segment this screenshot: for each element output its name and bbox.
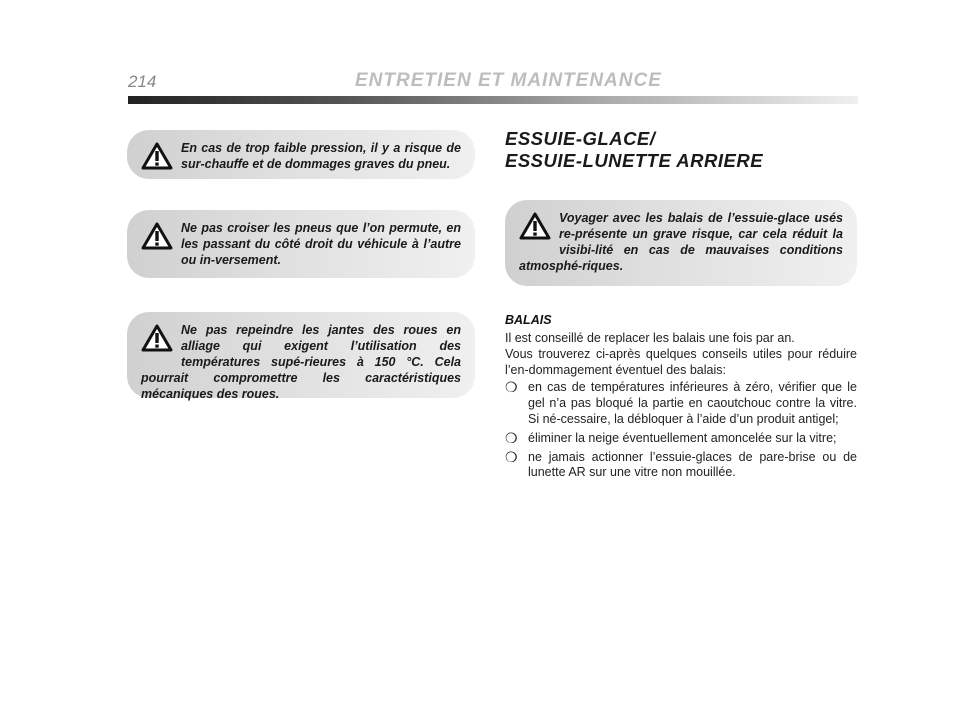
bullet-list xyxy=(505,380,857,481)
warning-text: Ne pas croiser les pneus que l’on permute, en les passant du côté droit du véhicule à l’autre ou in-versement. xyxy=(181,221,461,267)
warning-triangle-icon xyxy=(141,142,173,170)
paragraph: Vous trouverez ci-après quelques conseils utiles pour réduire l’en-dommagement éventuel des balais: xyxy=(505,346,857,377)
list-item-text: en cas de températures inférieures à zéro, vérifier que le gel n’a pas bloqué la partie en caoutchouc contre la vitre. Si né-cessaire, la débloquer à l’aide d’un produit antigel; xyxy=(528,380,857,426)
warning-box-rim-painting xyxy=(127,312,475,401)
warning-text: En cas de trop faible pression, il y a risque de sur-chauffe et de dommages graves du pneu. xyxy=(181,141,461,171)
list-item xyxy=(505,450,857,482)
subheading-balais: BALAIS xyxy=(505,313,552,327)
body-text xyxy=(505,331,857,484)
list-item xyxy=(505,380,857,427)
section-title xyxy=(505,128,763,172)
warning-box-worn-wipers xyxy=(505,200,857,286)
header-rule xyxy=(128,96,858,104)
warning-triangle-icon xyxy=(141,324,173,352)
bullet-circle-icon: ❍ xyxy=(505,448,518,465)
bullet-circle-icon: ❍ xyxy=(505,429,518,446)
list-item-text: éliminer la neige éventuellement amoncelée sur la vitre; xyxy=(528,430,837,445)
warning-box-tire-pressure xyxy=(127,130,475,179)
chapter-title: ENTRETIEN ET MAINTENANCE xyxy=(355,70,662,91)
bullet-circle-icon: ❍ xyxy=(505,379,518,396)
warning-text: Ne pas repeindre les jantes des roues en alliage qui exigent l’utilisation des températures supé-rieures à 150 °C. Cela pourrait compromettre les caractéristiques mécaniques des roues. xyxy=(141,323,461,401)
section-title-line1: ESSUIE-GLACE/ xyxy=(505,128,656,149)
section-title-line2: ESSUIE-LUNETTE ARRIERE xyxy=(505,150,764,171)
list-item-text: ne jamais actionner l’essuie-glaces de pare-brise ou de lunette AR sur une vitre non mouillée. xyxy=(528,449,857,480)
warning-text: Voyager avec les balais de l’essuie-glace usés re-présente un grave risque, car cela réduit la visibi-lité en cas de mauvaises conditions atmosphé-riques. xyxy=(519,211,843,273)
page-number: 214 xyxy=(128,72,157,91)
warning-box-tire-rotation xyxy=(127,210,475,278)
warning-triangle-icon xyxy=(141,222,173,250)
warning-triangle-icon xyxy=(519,212,551,240)
list-item xyxy=(505,431,857,447)
paragraph: Il est conseillé de replacer les balais une fois par an. xyxy=(505,331,795,345)
